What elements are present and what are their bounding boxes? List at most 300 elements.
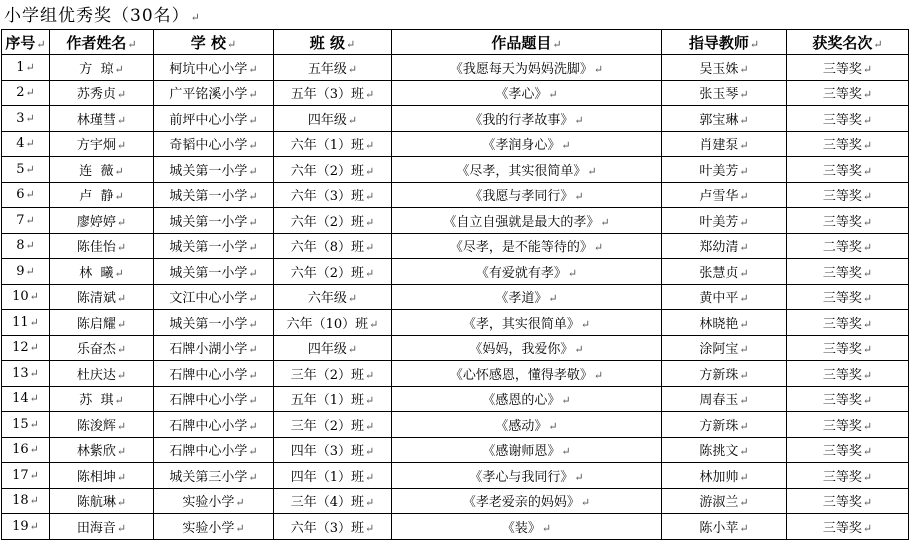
- cell-text: 《尽孝，其实很简单》: [456, 163, 587, 179]
- cell-text: 11: [12, 314, 29, 330]
- paragraph-mark-icon: ↵: [739, 470, 749, 484]
- cell-school: [154, 361, 274, 387]
- paragraph-mark-icon: ↵: [561, 139, 571, 153]
- cell-work-title: [392, 386, 662, 412]
- paragraph-mark-icon: ↵: [862, 113, 873, 127]
- paragraph-mark-icon: ↵: [739, 215, 749, 229]
- cell-school: [154, 80, 274, 106]
- table-row: [2, 335, 909, 361]
- cell-teacher: [662, 182, 787, 208]
- paragraph-mark-icon: ↵: [365, 419, 375, 433]
- paragraph-mark-icon: ↵: [248, 343, 258, 357]
- cell-text: 《孝心》: [495, 87, 548, 103]
- paragraph-mark-icon: ↵: [25, 60, 35, 74]
- cell-work-title: [392, 233, 662, 259]
- page-title: [4, 4, 201, 28]
- cell-text: 三等奖: [822, 342, 862, 358]
- cell-award: [787, 412, 909, 438]
- column-header-school: [154, 30, 274, 55]
- cell-text: 三年（2）班: [290, 418, 365, 434]
- paragraph-mark-icon: ↵: [739, 343, 749, 357]
- cell-text: 田海音: [76, 520, 116, 536]
- paragraph-mark-icon: ↵: [25, 264, 35, 278]
- column-header-label: 作者姓名: [66, 33, 127, 52]
- cell-text: 四年级: [307, 342, 347, 358]
- paragraph-mark-icon: ↵: [116, 521, 127, 535]
- cell-work-title: [392, 463, 662, 489]
- paragraph-mark-icon: ↵: [574, 113, 584, 127]
- cell-text: 三等奖: [822, 520, 862, 536]
- paragraph-mark-icon: ↵: [862, 419, 873, 433]
- cell-text: 三年（4）班: [290, 495, 365, 511]
- paragraph-mark-icon: ↵: [29, 290, 39, 304]
- cell-school: [154, 233, 274, 259]
- paragraph-mark-icon: ↵: [561, 445, 571, 459]
- cell-text: 《孝道》: [495, 291, 548, 307]
- cell-text: 12: [12, 340, 29, 356]
- paragraph-mark-icon: ↵: [862, 241, 873, 255]
- cell-seq: [2, 488, 50, 514]
- cell-teacher: [662, 514, 787, 540]
- cell-class: [274, 386, 392, 412]
- cell-text: 卢雪华: [699, 189, 739, 205]
- cell-text: 前坪中心小学: [169, 112, 248, 128]
- cell-teacher: [662, 131, 787, 157]
- cell-award: [787, 463, 909, 489]
- table-row: [2, 361, 909, 387]
- cell-teacher: [662, 284, 787, 310]
- cell-text: 6: [16, 187, 25, 203]
- paragraph-mark-icon: ↵: [116, 88, 127, 102]
- paragraph-mark-icon: ↵: [593, 62, 604, 76]
- paragraph-mark-icon: ↵: [862, 521, 873, 535]
- paragraph-mark-icon: ↵: [248, 445, 258, 459]
- cell-award: [787, 55, 909, 81]
- cell-text: 三等奖: [822, 367, 862, 383]
- cell-school: [154, 437, 274, 463]
- cell-text: 三等奖: [822, 418, 862, 434]
- paragraph-mark-icon: ↵: [114, 190, 124, 204]
- paragraph-mark-icon: ↵: [862, 266, 873, 280]
- paragraph-mark-icon: ↵: [862, 445, 873, 459]
- cell-award: [787, 182, 909, 208]
- paragraph-mark-icon: ↵: [580, 317, 591, 331]
- cell-author: [50, 106, 154, 132]
- paragraph-mark-icon: ↵: [248, 241, 258, 255]
- column-header-teacher: [662, 30, 787, 55]
- cell-text: 3: [16, 110, 25, 126]
- cell-text: 六年（3）班: [290, 520, 365, 536]
- cell-text: 张玉琴: [699, 87, 739, 103]
- paragraph-mark-icon: ↵: [29, 366, 39, 380]
- paragraph-mark-icon: ↵: [365, 190, 375, 204]
- cell-author: [50, 208, 154, 234]
- cell-text: 方 琼: [79, 61, 114, 77]
- cell-text: 杜庆达: [76, 367, 116, 383]
- cell-teacher: [662, 463, 787, 489]
- cell-class: [274, 55, 392, 81]
- paragraph-mark-icon: ↵: [365, 445, 375, 459]
- cell-text: 林紫欣: [76, 444, 116, 460]
- cell-teacher: [662, 157, 787, 183]
- cell-text: 城关第一小学: [169, 316, 248, 332]
- cell-class: [274, 463, 392, 489]
- cell-seq: [2, 208, 50, 234]
- paragraph-mark-icon: ↵: [25, 188, 35, 202]
- paragraph-mark-icon: ↵: [248, 164, 258, 178]
- paragraph-mark-icon: ↵: [862, 164, 873, 178]
- cell-text: 17: [12, 467, 29, 483]
- cell-school: [154, 412, 274, 438]
- cell-award: [787, 386, 909, 412]
- cell-school: [154, 157, 274, 183]
- paragraph-mark-icon: ↵: [574, 470, 584, 484]
- cell-text: 《我愿与孝同行》: [469, 189, 574, 205]
- cell-text: 涂阿宝: [699, 342, 739, 358]
- cell-teacher: [662, 80, 787, 106]
- cell-text: 1: [16, 59, 25, 75]
- cell-text: 乐奋杰: [76, 342, 116, 358]
- paragraph-mark-icon: ↵: [116, 445, 127, 459]
- cell-text: 六年级: [307, 291, 347, 307]
- table-row: [2, 131, 909, 157]
- cell-award: [787, 80, 909, 106]
- table-row: [2, 412, 909, 438]
- cell-text: 《我的行孝故事》: [469, 112, 574, 128]
- cell-work-title: [392, 514, 662, 540]
- paragraph-mark-icon: ↵: [227, 37, 237, 51]
- cell-text: 黄中平: [699, 291, 739, 307]
- cell-seq: [2, 80, 50, 106]
- paragraph-mark-icon: ↵: [248, 317, 258, 331]
- paragraph-mark-icon: ↵: [548, 88, 558, 102]
- cell-text: 城关第一小学: [169, 240, 248, 256]
- column-header-label: 指导教师: [688, 33, 749, 52]
- cell-author: [50, 131, 154, 157]
- table-row: [2, 233, 909, 259]
- paragraph-mark-icon: ↵: [862, 88, 873, 102]
- cell-text: 《感恩的心》: [482, 393, 561, 409]
- paragraph-mark-icon: ↵: [116, 496, 127, 510]
- cell-author: [50, 233, 154, 259]
- cell-work-title: [392, 208, 662, 234]
- cell-school: [154, 259, 274, 285]
- paragraph-mark-icon: ↵: [739, 241, 749, 255]
- paragraph-mark-icon: ↵: [749, 37, 760, 51]
- paragraph-mark-icon: ↵: [739, 266, 749, 280]
- cell-text: 《孝老爱亲的妈妈》: [462, 495, 580, 511]
- cell-teacher: [662, 335, 787, 361]
- cell-work-title: [392, 310, 662, 336]
- cell-award: [787, 335, 909, 361]
- paragraph-mark-icon: ↵: [862, 292, 873, 306]
- cell-teacher: [662, 233, 787, 259]
- table-row: [2, 157, 909, 183]
- paragraph-mark-icon: ↵: [739, 113, 749, 127]
- cell-text: 《孝润身心》: [482, 138, 561, 154]
- paragraph-mark-icon: ↵: [347, 292, 358, 306]
- paragraph-mark-icon: ↵: [235, 496, 245, 510]
- cell-text: 五年（1）班: [290, 393, 365, 409]
- table-row: [2, 55, 909, 81]
- column-header-label: 班 级: [309, 33, 345, 52]
- cell-text: 《我愿每天为妈妈洗脚》: [449, 61, 593, 77]
- paragraph-mark-icon: ↵: [248, 190, 258, 204]
- cell-text: 三等奖: [822, 291, 862, 307]
- cell-text: 实验小学: [182, 520, 235, 536]
- cell-class: [274, 259, 392, 285]
- cell-author: [50, 182, 154, 208]
- cell-text: 三等奖: [822, 444, 862, 460]
- paragraph-mark-icon: ↵: [862, 368, 873, 382]
- paragraph-mark-icon: ↵: [116, 292, 127, 306]
- cell-school: [154, 208, 274, 234]
- column-header-label: 作品题目: [491, 33, 552, 52]
- cell-author: [50, 259, 154, 285]
- cell-seq: [2, 463, 50, 489]
- cell-school: [154, 335, 274, 361]
- table-row: [2, 182, 909, 208]
- cell-text: 实验小学: [182, 495, 235, 511]
- paragraph-mark-icon: ↵: [365, 241, 375, 255]
- paragraph-mark-icon: ↵: [114, 394, 124, 408]
- cell-class: [274, 106, 392, 132]
- paragraph-mark-icon: ↵: [365, 496, 375, 510]
- cell-text: 廖婷婷: [76, 214, 116, 230]
- paragraph-mark-icon: ↵: [248, 292, 258, 306]
- cell-award: [787, 284, 909, 310]
- paragraph-mark-icon: ↵: [552, 37, 562, 51]
- cell-class: [274, 182, 392, 208]
- cell-seq: [2, 514, 50, 540]
- paragraph-mark-icon: ↵: [739, 62, 749, 76]
- cell-text: 《妈妈，我爱你》: [469, 342, 574, 358]
- cell-school: [154, 131, 274, 157]
- cell-school: [154, 386, 274, 412]
- cell-seq: [2, 233, 50, 259]
- cell-teacher: [662, 310, 787, 336]
- cell-text: 石牌中心小学: [169, 367, 248, 383]
- cell-class: [274, 488, 392, 514]
- cell-text: 《心怀感恩，懂得孝敬》: [449, 367, 593, 383]
- cell-seq: [2, 335, 50, 361]
- cell-school: [154, 284, 274, 310]
- cell-class: [274, 208, 392, 234]
- cell-award: [787, 259, 909, 285]
- paragraph-mark-icon: ↵: [248, 215, 258, 229]
- cell-text: 六年（2）班: [290, 214, 365, 230]
- cell-text: 三等奖: [822, 316, 862, 332]
- cell-author: [50, 310, 154, 336]
- cell-text: 10: [12, 289, 29, 305]
- cell-text: 四年（3）班: [290, 444, 365, 460]
- paragraph-mark-icon: ↵: [248, 419, 258, 433]
- cell-teacher: [662, 386, 787, 412]
- cell-text: 三等奖: [822, 495, 862, 511]
- table-row: [2, 106, 909, 132]
- paragraph-mark-icon: ↵: [25, 162, 35, 176]
- table-row: [2, 463, 909, 489]
- paragraph-mark-icon: ↵: [862, 190, 873, 204]
- cell-text: 三等奖: [822, 163, 862, 179]
- cell-text: 二等奖: [822, 240, 862, 256]
- cell-text: 四年（1）班: [290, 469, 365, 485]
- cell-text: 陈挑文: [699, 444, 739, 460]
- cell-text: 苏 琪: [79, 393, 114, 409]
- cell-text: 陈浚辉: [76, 418, 116, 434]
- paragraph-mark-icon: ↵: [862, 496, 873, 510]
- cell-text: 三等奖: [822, 393, 862, 409]
- paragraph-mark-icon: ↵: [739, 88, 749, 102]
- cell-text: 14: [12, 391, 29, 407]
- cell-text: 城关第一小学: [169, 163, 248, 179]
- paragraph-mark-icon: ↵: [116, 470, 127, 484]
- paragraph-mark-icon: ↵: [116, 317, 127, 331]
- cell-text: 吴玉姝: [699, 61, 739, 77]
- paragraph-mark-icon: ↵: [739, 445, 749, 459]
- cell-text: 三等奖: [822, 189, 862, 205]
- cell-text: 连 薇: [79, 163, 114, 179]
- cell-text: 8: [16, 238, 25, 254]
- cell-work-title: [392, 182, 662, 208]
- cell-text: 《孝，其实很简单》: [462, 316, 580, 332]
- cell-class: [274, 284, 392, 310]
- cell-seq: [2, 106, 50, 132]
- cell-class: [274, 335, 392, 361]
- cell-teacher: [662, 437, 787, 463]
- paragraph-mark-icon: ↵: [541, 521, 552, 535]
- paragraph-mark-icon: ↵: [248, 394, 258, 408]
- paragraph-mark-icon: ↵: [248, 266, 258, 280]
- paragraph-mark-icon: ↵: [347, 113, 358, 127]
- paragraph-mark-icon: ↵: [116, 343, 127, 357]
- cell-text: 方宇炯: [76, 138, 116, 154]
- cell-text: 《孝心与我同行》: [469, 469, 574, 485]
- cell-author: [50, 514, 154, 540]
- cell-work-title: [392, 80, 662, 106]
- table-row: [2, 386, 909, 412]
- cell-school: [154, 488, 274, 514]
- cell-school: [154, 55, 274, 81]
- paragraph-mark-icon: ↵: [739, 394, 749, 408]
- paragraph-mark-icon: ↵: [25, 86, 35, 100]
- cell-text: 林瑾彗: [76, 112, 116, 128]
- cell-class: [274, 412, 392, 438]
- paragraph-mark-icon: ↵: [600, 215, 610, 229]
- paragraph-mark-icon: ↵: [580, 496, 591, 510]
- paragraph-mark-icon: ↵: [346, 37, 356, 51]
- cell-seq: [2, 157, 50, 183]
- cell-text: 《感动》: [495, 418, 548, 434]
- column-header-seq: [2, 30, 50, 55]
- paragraph-mark-icon: ↵: [114, 164, 124, 178]
- paragraph-mark-icon: ↵: [235, 521, 245, 535]
- table-row: [2, 208, 909, 234]
- cell-work-title: [392, 412, 662, 438]
- cell-teacher: [662, 412, 787, 438]
- cell-text: 叶美芳: [699, 214, 739, 230]
- paragraph-mark-icon: ↵: [29, 417, 39, 431]
- cell-text: 城关第一小学: [169, 265, 248, 281]
- paragraph-mark-icon: ↵: [365, 215, 375, 229]
- paragraph-mark-icon: ↵: [116, 113, 127, 127]
- cell-text: 15: [12, 416, 29, 432]
- paragraph-mark-icon: ↵: [248, 62, 258, 76]
- paragraph-mark-icon: ↵: [862, 394, 873, 408]
- cell-text: 游淑兰: [699, 495, 739, 511]
- paragraph-mark-icon: ↵: [739, 368, 749, 382]
- cell-text: 三等奖: [822, 265, 862, 281]
- cell-text: 2: [16, 85, 25, 101]
- cell-work-title: [392, 335, 662, 361]
- cell-text: 三等奖: [822, 214, 862, 230]
- paragraph-mark-icon: ↵: [116, 215, 127, 229]
- cell-award: [787, 361, 909, 387]
- cell-text: 石牌中心小学: [169, 444, 248, 460]
- cell-text: 《自立自强就是最大的孝》: [443, 214, 600, 230]
- cell-seq: [2, 259, 50, 285]
- paragraph-mark-icon: ↵: [862, 317, 873, 331]
- header-row: [2, 30, 909, 55]
- cell-text: 肖建泵: [699, 138, 739, 154]
- cell-award: [787, 131, 909, 157]
- table-row: [2, 310, 909, 336]
- cell-text: 五年级: [307, 61, 347, 77]
- cell-work-title: [392, 361, 662, 387]
- paragraph-mark-icon: ↵: [561, 394, 571, 408]
- cell-award: [787, 437, 909, 463]
- cell-work-title: [392, 106, 662, 132]
- paragraph-mark-icon: ↵: [862, 470, 873, 484]
- cell-text: 5: [16, 161, 25, 177]
- cell-teacher: [662, 361, 787, 387]
- paragraph-mark-icon: ↵: [25, 239, 35, 253]
- cell-text: 苏秀贞: [76, 87, 116, 103]
- cell-text: 三等奖: [822, 469, 862, 485]
- paragraph-mark-icon: ↵: [116, 419, 127, 433]
- cell-text: 三等奖: [822, 87, 862, 103]
- paragraph-mark-icon: ↵: [347, 62, 358, 76]
- paragraph-mark-icon: ↵: [593, 241, 604, 255]
- cell-teacher: [662, 55, 787, 81]
- cell-text: 林加帅: [699, 469, 739, 485]
- table-row: [2, 259, 909, 285]
- cell-text: 郑幼清: [699, 240, 739, 256]
- cell-class: [274, 157, 392, 183]
- title-text: 小学组优秀奖（30名）: [4, 6, 190, 26]
- cell-class: [274, 131, 392, 157]
- cell-text: 陈航琳: [76, 495, 116, 511]
- paragraph-mark-icon: ↵: [739, 419, 749, 433]
- cell-teacher: [662, 106, 787, 132]
- cell-school: [154, 106, 274, 132]
- table-row: [2, 284, 909, 310]
- paragraph-mark-icon: ↵: [29, 315, 39, 329]
- cell-text: 城关第三小学: [169, 469, 248, 485]
- cell-school: [154, 310, 274, 336]
- cell-award: [787, 233, 909, 259]
- cell-author: [50, 437, 154, 463]
- table-row: [2, 437, 909, 463]
- column-header-label: 学 校: [190, 33, 226, 52]
- cell-seq: [2, 131, 50, 157]
- cell-text: 三等奖: [822, 112, 862, 128]
- paragraph-mark-icon: ↵: [25, 137, 35, 151]
- cell-seq: [2, 55, 50, 81]
- cell-work-title: [392, 157, 662, 183]
- paragraph-mark-icon: ↵: [29, 494, 39, 508]
- cell-class: [274, 361, 392, 387]
